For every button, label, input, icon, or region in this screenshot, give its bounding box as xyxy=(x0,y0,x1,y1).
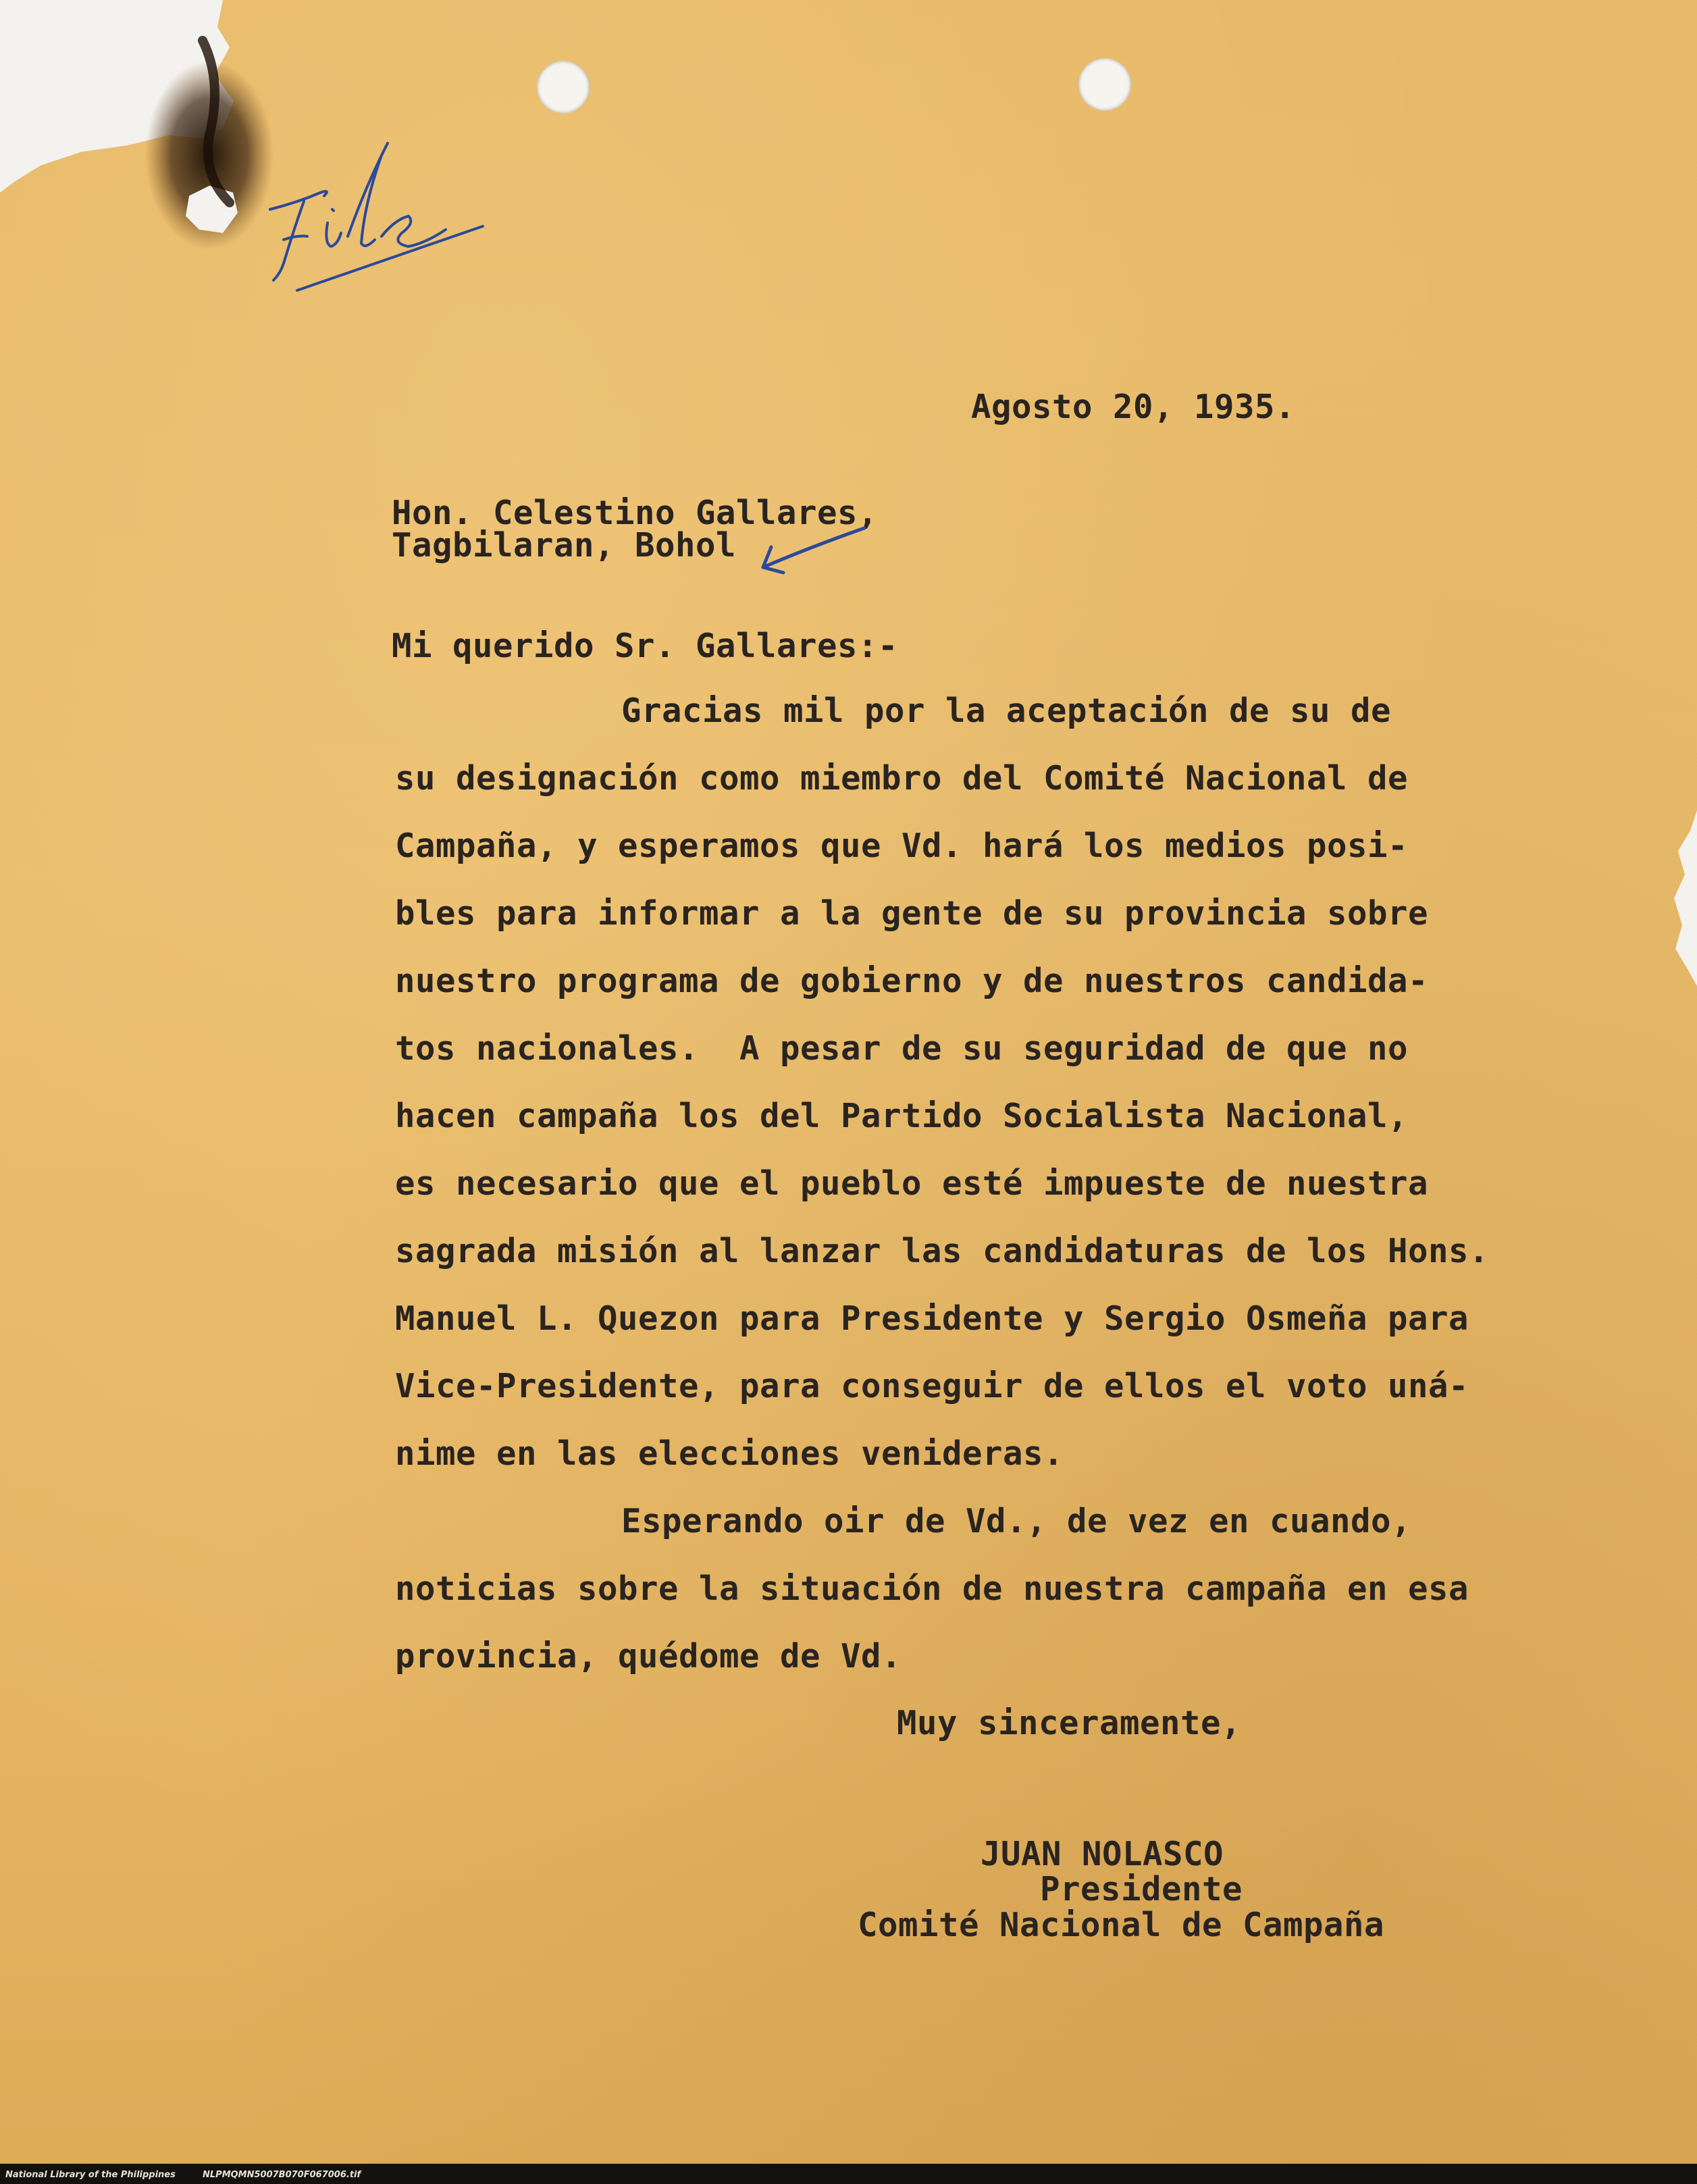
scan-file-id: NLPMQMN5007B070F067006.tif xyxy=(203,2170,361,2180)
closing: Muy sinceramente, xyxy=(897,1704,1242,1742)
burnt-torn-corner xyxy=(0,0,284,257)
signatory-title: Presidente xyxy=(1040,1870,1243,1908)
body-line: su designación como miembro del Comité Nacional de xyxy=(395,759,1409,798)
handwritten-check-arrow xyxy=(756,520,878,581)
body-line: provincia, quédome de Vd. xyxy=(395,1637,902,1675)
body-line: tos nacionales. A pesar de su seguridad de que no xyxy=(395,1029,1409,1068)
body-line: Esperando oir de Vd., de vez en cuando, xyxy=(621,1502,1412,1540)
body-line: hacen campaña los del Partido Socialista Nacional, xyxy=(395,1097,1409,1135)
body-line: Manuel L. Quezon para Presidente y Sergio Osmeña para xyxy=(395,1299,1469,1338)
punch-hole xyxy=(1078,58,1131,111)
addressee-name: Hon. Celestino Gallares, xyxy=(392,494,879,532)
body-line: sagrada misión al lanzar las candidaturas de los Hons. xyxy=(395,1232,1490,1270)
signatory-name: JUAN NOLASCO xyxy=(981,1835,1224,1873)
torn-edge xyxy=(1670,810,1697,986)
punch-hole xyxy=(537,61,590,113)
body-line: es necesario que el pueblo esté impueste de nuestra xyxy=(395,1164,1429,1203)
signatory-organization: Comité Nacional de Campaña xyxy=(858,1906,1385,1944)
addressee-location: Tagbilaran, Bohol xyxy=(392,526,737,565)
salutation: Mi querido Sr. Gallares:- xyxy=(392,627,899,665)
letter-date: Agosto 20, 1935. xyxy=(971,388,1296,426)
handwritten-file-annotation xyxy=(257,128,513,304)
body-line: Vice-Presidente, para conseguir de ellos el voto uná- xyxy=(395,1367,1469,1405)
body-line: Campaña, y esperamos que Vd. hará los medios posi- xyxy=(395,827,1409,865)
body-line: nuestro programa de gobierno y de nuestros candida- xyxy=(395,962,1429,1000)
body-line: nime en las elecciones venideras. xyxy=(395,1434,1064,1473)
body-line: bles para informar a la gente de su provincia sobre xyxy=(395,894,1429,933)
body-line: Gracias mil por la aceptación de su de xyxy=(621,692,1392,730)
archive-credit: National Library of the Philippines xyxy=(5,2170,176,2180)
body-line: noticias sobre la situación de nuestra campaña en esa xyxy=(395,1569,1469,1608)
scan-footer xyxy=(0,2164,1697,2184)
